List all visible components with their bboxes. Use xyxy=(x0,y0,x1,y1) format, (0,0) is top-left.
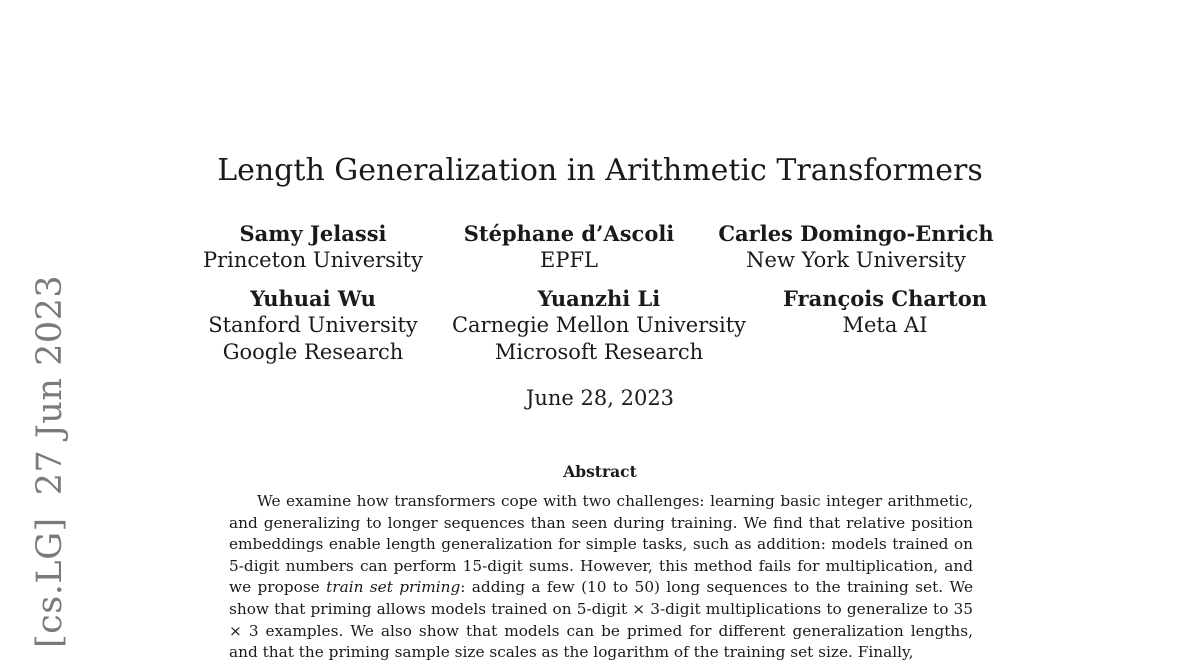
author-affiliation: New York University xyxy=(746,248,966,272)
author-affiliation: Princeton University xyxy=(203,248,423,272)
arxiv-date: 27 Jun 2023 xyxy=(30,274,70,496)
paper-date: June 28, 2023 xyxy=(525,386,675,410)
author-block xyxy=(711,220,1001,274)
paper-title: Length Generalization in Arithmetic Transformers xyxy=(217,153,983,188)
abstract-emphasis: train set priming xyxy=(326,578,461,597)
abstract-heading: Abstract xyxy=(563,462,637,481)
author-affiliation: Microsoft Research xyxy=(494,340,704,364)
author-affiliation: Stanford University xyxy=(208,313,418,337)
author-affiliation: Google Research xyxy=(222,340,404,364)
abstract-body xyxy=(229,491,973,664)
author-affiliation: EPFL xyxy=(540,248,598,272)
arxiv-category: [cs.LG] xyxy=(30,517,70,648)
abstract-text: : adding a few (10 to 50) long sequences to the training set. We show that priming allows models trained on 5-digit × 3-digit multiplications to generalize to 35 × 3 examples. We also show that models can be primed for different generalization lengths, and that the priming sample size scales as the logarithm of the training set size. Finally, xyxy=(229,578,973,662)
author-name: François Charton xyxy=(782,286,987,311)
author-name: Yuhuai Wu xyxy=(250,286,376,311)
author-block xyxy=(193,285,433,366)
author-name: Stéphane d’Ascoli xyxy=(463,221,675,246)
author-block xyxy=(439,220,699,274)
author-affiliation: Carnegie Mellon University xyxy=(451,313,747,337)
author-name: Samy Jelassi xyxy=(239,221,387,246)
author-name: Yuanzhi Li xyxy=(537,286,661,311)
author-block xyxy=(193,220,433,274)
abstract-text: We examine how transformers cope with two challenges: learning basic integer arithmetic, and generalizing to longer sequences than seen during training. We find that relative position embeddings enable length generalization for simple tasks, such as addition: models trained on 5-digit numbers can perform 15-digit sums. However, this method fails for multiplication, and we propose xyxy=(229,492,973,597)
author-affiliation: Meta AI xyxy=(842,313,928,337)
author-block xyxy=(439,285,759,366)
author-block xyxy=(765,285,1005,339)
author-name: Carles Domingo-Enrich xyxy=(718,221,994,246)
